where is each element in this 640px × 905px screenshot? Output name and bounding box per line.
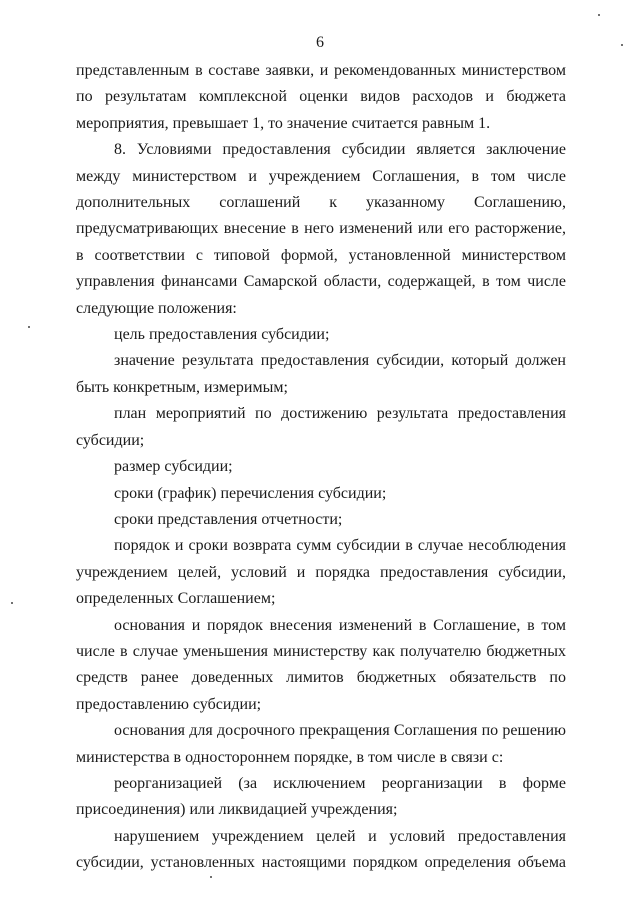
list-item-amount: размер субсидии; (114, 458, 233, 476)
scan-speck (210, 876, 212, 878)
list-item-reorganization: реорганизацией (за исключением реорганизации в форме присоединения) или ликвидацией учреждения; (76, 774, 566, 819)
list-item-termination-grounds: основания для досрочного прекращения Соглашения по решению министерства в одностороннем порядке, в том числе в связи с: (76, 722, 566, 766)
list-item-violation: нарушением учреждением целей и условий предоставления субсидии, установленных настоящими порядком определения объема (76, 827, 566, 872)
scan-speck (11, 602, 13, 604)
list-item-reporting-terms: сроки представления отчетности; (114, 510, 343, 528)
scan-speck (621, 44, 623, 46)
list-item-transfer-schedule: сроки (график) перечисления субсидии; (114, 484, 387, 502)
list-item-goal: цель предоставления субсидии; (114, 326, 330, 344)
scan-speck (598, 14, 600, 16)
list-item-amendment-grounds: основания и порядок внесения изменений в Соглашение, в том числе в случае уменьшения министерству как получателю бюджетных средств ранее доведенных лимитов бюджетных обязательств по предоставлению субсидии; (76, 616, 566, 713)
page-number: 6 (316, 34, 324, 51)
paragraph-continuation: представленным в составе заявки, и рекомендованных министерством по результатам комплексной оценки видов расходов и бюджета мероприятия, превышает 1, то значение считается равным 1. (76, 62, 566, 132)
paragraph-clause-8: 8. Условиями предоставления субсидии является заключение между министерством и учреждением Соглашения, в том числе дополнительных соглашений к указанному Соглашению, предусматривающих внесение в него изменений или его расторжение, в соответствии с типовой формой, установленной министерством управления финансами Самарской области, содержащей, в том числе следующие положения: (76, 141, 566, 317)
scan-speck (28, 326, 30, 328)
list-item-action-plan: план мероприятий по достижению результата предоставления субсидии; (76, 405, 566, 449)
list-item-result-value: значение результата предоставления субсидии, который должен быть конкретным, измеримым; (76, 352, 566, 396)
list-item-refund-procedure: порядок и сроки возврата сумм субсидии в случае несоблюдения учреждением целей, условий и порядка предоставления субсидии, определенных Соглашением; (76, 537, 566, 608)
body-text (76, 58, 566, 877)
